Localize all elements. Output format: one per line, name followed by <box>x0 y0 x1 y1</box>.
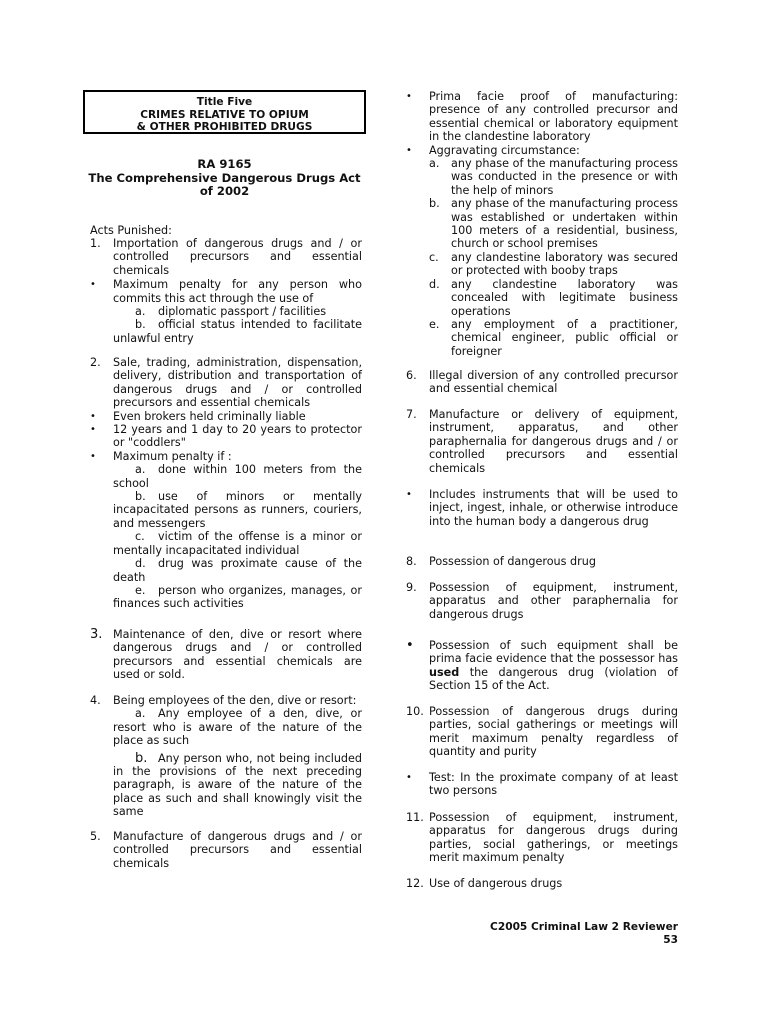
bullet-text: Even brokers held criminally liable <box>113 409 306 423</box>
item-text: Manufacture of dangerous drugs and / or controlled precursors and essential chemicals <box>113 830 362 870</box>
item-number: 5. <box>90 830 101 843</box>
bullet-icon: • <box>90 279 96 291</box>
item-number: 2. <box>90 356 101 369</box>
bullet-text-bold: used <box>429 665 460 679</box>
sub-text: Any person who, not being included in the provisions of the next preceding paragraph, is aware of the nature of the place as such and shall knowingly visit the same <box>113 751 362 819</box>
title-line-3: & OTHER PROHIBITED DRUGS <box>136 121 313 134</box>
bullet-icon: • <box>406 144 412 156</box>
title-box <box>83 90 366 134</box>
bullet-icon: • <box>90 424 96 436</box>
item-number: 3. <box>90 627 103 642</box>
right-item-12 <box>406 877 678 890</box>
left-item-2 <box>90 356 362 611</box>
bullet-icon: • <box>406 638 414 653</box>
sub-letter: c. <box>135 530 145 544</box>
sub-text: any clandestine laboratory was secured or protected with booby traps <box>451 250 678 278</box>
sub-text: diplomatic passport / facilities <box>158 305 327 319</box>
sub-text: any clandestine laboratory was concealed with legitimate business operations <box>451 277 678 318</box>
sub-item-hanging <box>90 752 362 819</box>
item-text: Maintenance of den, dive or resort where dangerous drugs and / or controlled precursors and essential chemicals are used or sold. <box>113 628 362 682</box>
right-item-7-bullet <box>406 488 678 528</box>
sub-text: any employment of a practitioner, chemical engineer, public official or foreigner <box>451 317 678 358</box>
bullet-icon: • <box>90 410 96 422</box>
bullet-text <box>429 639 678 693</box>
page-footer <box>490 921 678 947</box>
sub-letter: e. <box>135 583 146 597</box>
item-text: Possession of equipment, instrument, apparatus and other paraphernalia for dangerous drugs <box>429 581 678 621</box>
heading-line-3: of 2002 <box>199 184 250 199</box>
sub-letter: b. <box>429 197 440 211</box>
title-line-2: CRIMES RELATIVE TO OPIUM <box>140 108 309 121</box>
left-item-4 <box>90 694 362 819</box>
item-number: 8. <box>406 555 417 568</box>
left-item-1 <box>90 237 362 345</box>
item-text: Being employees of the den, dive or resort: <box>113 694 357 707</box>
item-number: 4. <box>90 694 101 707</box>
sub-text: Any employee of a den, dive, or resort who is aware of the nature of the place as such <box>113 707 362 748</box>
sub-letter: c. <box>429 250 439 264</box>
title-line-1: Title Five <box>196 96 253 108</box>
sub-letter: b. <box>135 750 148 766</box>
sub-text: official status intended to facilitate unlawful entry <box>113 318 362 345</box>
sub-letter: d. <box>135 557 146 571</box>
left-item-5 <box>90 830 362 870</box>
right-item-11 <box>406 811 678 865</box>
sub-text: victim of the offense is a minor or mentally incapacitated individual <box>113 530 362 557</box>
item-number: 10. <box>406 705 424 718</box>
item-text: Possession of equipment, instrument, apparatus for dangerous drugs during parties, social gatherings, or meetings merit maximum penalty <box>429 811 678 865</box>
bullet-icon: • <box>90 450 96 462</box>
item-text: Illegal diversion of any controlled precursor and essential chemical <box>429 369 678 396</box>
bullet-icon: • <box>406 489 412 500</box>
right-item-9-bullet <box>406 639 678 693</box>
sub-letter: b. <box>135 318 146 332</box>
right-bullet-prima-facie <box>406 90 678 358</box>
sub-text: drug was proximate cause of the death <box>113 557 362 584</box>
heading-line-1: RA 9165 <box>197 157 252 171</box>
sub-letter: a. <box>429 157 440 171</box>
sub-item-hanging <box>90 318 362 345</box>
left-item-3 <box>90 628 362 682</box>
right-item-6 <box>406 369 678 396</box>
sub-item-hanging <box>90 707 362 747</box>
bullet-icon: • <box>406 772 412 783</box>
sub-text: any phase of the manufacturing process was established or undertaken within 100 meters of a residential, business, church or school premises <box>451 197 678 251</box>
bullet-text-pre: Possession of such equipment shall be prima facie evidence that the possessor has <box>429 639 678 666</box>
item-text: Use of dangerous drugs <box>429 877 563 890</box>
item-number: 6. <box>406 369 417 382</box>
item-number: 11. <box>406 811 424 824</box>
sub-item-hanging <box>90 530 362 557</box>
footer-title: C2005 Criminal Law 2 Reviewer <box>490 921 678 933</box>
sub-item-hanging <box>90 490 362 530</box>
heading-line-2: The Comprehensive Dangerous Drugs Act <box>88 170 361 185</box>
item-number: 7. <box>406 408 417 421</box>
right-item-9 <box>406 581 678 621</box>
sub-letter: a. <box>135 463 146 477</box>
sub-text: person who organizes, manages, or finances such activities <box>113 583 362 611</box>
right-item-10-bullet <box>406 771 678 798</box>
bullet-text: Maximum penalty if : <box>113 449 232 463</box>
sub-item-hanging <box>90 557 362 584</box>
right-item-7 <box>406 408 678 475</box>
item-number: 9. <box>406 581 417 594</box>
sub-item-hanging <box>90 463 362 490</box>
item-text: Importation of dangerous drugs and / or controlled precursors and essential chemicals <box>113 237 362 277</box>
sub-letter: a. <box>135 707 146 721</box>
sub-letter: a. <box>135 305 146 319</box>
bullet-text: 12 years and 1 day to 20 years to protector or "coddlers" <box>113 423 362 450</box>
sub-text: use of minors or mentally incapacitated persons as runners, couriers, and messengers <box>113 490 362 530</box>
item-text: Possession of dangerous drug <box>429 555 596 568</box>
right-item-8 <box>406 555 678 568</box>
right-item-10 <box>406 705 678 759</box>
bullet-icon: • <box>406 91 412 102</box>
page-number: 53 <box>663 934 678 946</box>
sub-item-hanging <box>90 584 362 611</box>
sub-text: any phase of the manufacturing process was conducted in the presence or with the help of minors <box>451 157 678 197</box>
bullet-text-post: the dangerous drug (violation of Section 15 of the Act. <box>429 665 678 693</box>
sub-text: done within 100 meters from the school <box>113 463 362 490</box>
item-number: 1. <box>90 237 101 250</box>
item-text: Possession of dangerous drugs during parties, social gatherings or meetings will merit maximum penalty regardless of quantity and purity <box>429 705 678 759</box>
sub-letter: d. <box>429 277 440 291</box>
sub-letter: e. <box>429 317 440 331</box>
bullet-text: Maximum penalty for any person who commits this act through the use of <box>113 278 362 305</box>
acts-punished-label: Acts Punished: <box>90 224 172 237</box>
bullet-text: Prima facie proof of manufacturing: presence of any controlled precursor and essential chemical or laboratory equipment in the clandestine laboratory <box>429 90 678 144</box>
item-text: Sale, trading, administration, dispensation, delivery, distribution and transportation of dangerous drugs and / or controlled precursors and essential chemicals <box>113 356 362 410</box>
item-text: Manufacture or delivery of equipment, instrument, apparatus, and other paraphernalia for dangerous drugs and / or controlled precursors and essential chemicals <box>429 408 678 475</box>
bullet-text: Aggravating circumstance: <box>429 143 580 157</box>
bullet-text: Test: In the proximate company of at least two persons <box>429 771 678 798</box>
sub-letter: b. <box>135 490 146 504</box>
act-heading <box>83 158 366 199</box>
item-number: 12. <box>406 877 424 890</box>
bullet-text: Includes instruments that will be used to inject, ingest, inhale, or otherwise introduce into the human body a dangerous drug <box>429 488 678 528</box>
